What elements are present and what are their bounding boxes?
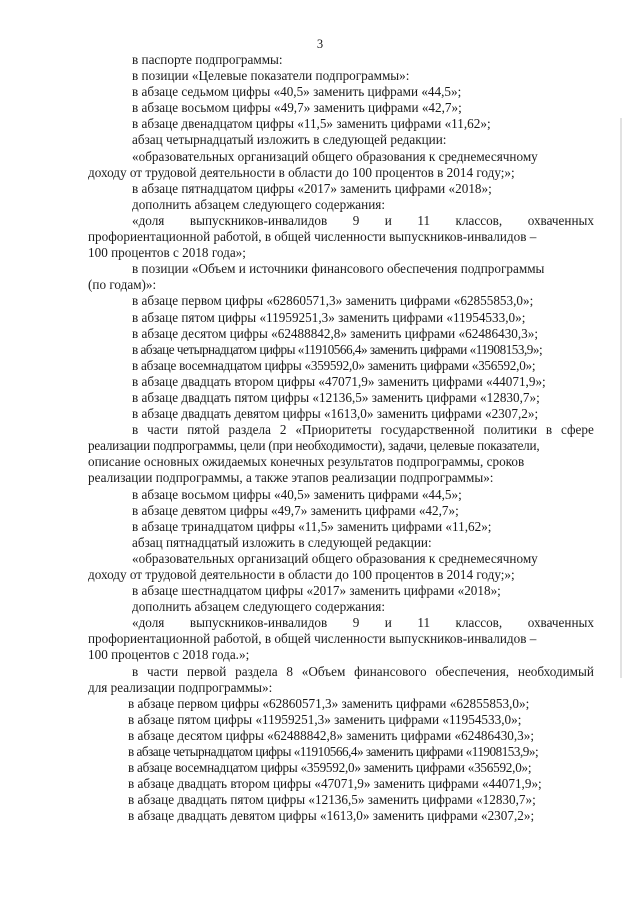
text-line: в абзаце четырнадцатом цифры «11910566,4» заменить цифрами «11908153,9»; (132, 341, 543, 357)
text-line: 100 процентов с 2018 года»; (88, 245, 246, 261)
text-line: в абзаце тринадцатом цифры «11,5» заменить цифрами «11,62»; (132, 518, 492, 534)
text-line: в абзаце девятом цифры «49,7» заменить цифрами «42,7»; (132, 502, 459, 518)
text-line: (по годам)»: (88, 277, 157, 293)
word: охваченных (527, 212, 594, 228)
text-line: дополнить абзацем следующего содержания: (132, 196, 386, 212)
text-line: в абзаце первом цифры «62860571,3» заменить цифрами «62855853,0»; (132, 293, 534, 309)
word: «доля (132, 615, 165, 631)
word: «Приоритеты (295, 422, 372, 438)
word: государственной (380, 422, 475, 438)
text-line: в абзаце восемнадцатом цифры «359592,0» заменить цифрами «356592,0»; (128, 760, 532, 776)
text-line: в абзаце двадцать втором цифры «47071,9» заменить цифрами «44071,9»; (132, 373, 546, 389)
text-line: в абзаце седьмом цифры «40,5» заменить цифрами «44,5»; (132, 84, 462, 100)
document-body (88, 52, 594, 825)
justified-line (88, 615, 594, 631)
word: части (147, 422, 179, 438)
text-line: в абзаце пятом цифры «11959251,3» заменить цифрами «11954533,0»; (132, 309, 526, 325)
justified-line (88, 213, 594, 229)
text-line: для реализации подпрограммы»: (88, 679, 273, 695)
word: сфере (561, 422, 594, 438)
word: выпускников-инвалидов (189, 615, 328, 631)
word: в (132, 422, 139, 438)
text-line: в абзаце двадцать втором цифры «47071,9» заменить цифрами «44071,9»; (128, 776, 542, 792)
text-line: абзац пятнадцатый изложить в следующей редакции: (132, 534, 432, 550)
text-line: в абзаце шестнадцатом цифры «2017» заменить цифрами «2018»; (132, 583, 501, 599)
word: и (384, 212, 392, 228)
text-line: «образовательных организаций общего образования к среднемесячному (132, 550, 538, 566)
word: финансового (354, 663, 427, 679)
text-line: в абзаце первом цифры «62860571,3» заменить цифрами «62855853,0»; (128, 695, 530, 711)
word: классов, (455, 212, 503, 228)
text-line: в абзаце восемнадцатом цифры «359592,0» заменить цифрами «356592,0»; (132, 357, 536, 373)
word: обеспечения, (435, 663, 510, 679)
word: политики (483, 422, 537, 438)
text-line: в паспорте подпрограммы: (132, 52, 283, 67)
word: «Объем (301, 663, 346, 679)
text-line: в абзаце двенадцатом цифры «11,5» заменить цифрами «11,62»; (132, 116, 491, 132)
text-line: в абзаце пятнадцатом цифры «2017» заменить цифрами «2018»; (132, 180, 492, 196)
word: «доля (132, 212, 165, 228)
word: охваченных (527, 615, 594, 631)
text-line: доходу от трудовой деятельности в области до 100 процентов в 2014 году;»; (88, 567, 515, 582)
text-line: профориентационной работой, в общей численности выпускников-инвалидов – (88, 631, 537, 647)
word: первой (187, 663, 227, 679)
justified-line (88, 664, 594, 680)
text-line: в абзаце двадцать девятом цифры «1613,0» заменить цифрами «2307,2»; (132, 406, 539, 422)
page-number: 3 (316, 37, 324, 51)
text-line: реализации подпрограммы, а также этапов реализации подпрограммы»: (88, 470, 494, 486)
text-line: доходу от трудовой деятельности в области до 100 процентов в 2014 году;»; (88, 164, 515, 180)
text-line: в абзаце десятом цифры «62488842,8» заменить цифрами «62486430,3»; (128, 727, 535, 743)
text-line: дополнить абзацем следующего содержания: (132, 599, 386, 615)
word: 8 (286, 663, 293, 679)
text-line: в абзаце восьмом цифры «40,5» заменить цифрами «44,5»; (132, 486, 462, 502)
text-line: в позиции «Целевые показатели подпрограммы»: (132, 68, 410, 84)
word: и (384, 615, 392, 631)
word: выпускников-инвалидов (189, 212, 328, 228)
word: 9 (352, 212, 360, 228)
text-line: в абзаце пятом цифры «11959251,3» заменить цифрами «11954533,0»; (128, 711, 522, 727)
text-line: «образовательных организаций общего образования к среднемесячному (132, 148, 538, 164)
word: классов, (455, 615, 503, 631)
text-line: реализации подпрограммы, цели (при необходимости), задачи, целевые показатели, (88, 438, 540, 454)
text-line: в абзаце двадцать пятом цифры «12136,5» заменить цифрами «12830,7»; (132, 389, 540, 405)
text-line: в абзаце десятом цифры «62488842,8» заменить цифрами «62486430,3»; (132, 325, 539, 341)
text-line: абзац четырнадцатый изложить в следующей редакции: (132, 132, 447, 148)
text-line: в абзаце восьмом цифры «49,7» заменить цифрами «42,7»; (132, 100, 462, 116)
word: 2 (279, 422, 287, 438)
word: в (545, 422, 553, 438)
text-line: в абзаце двадцать пятом цифры «12136,5» заменить цифрами «12830,7»; (128, 792, 536, 808)
text-line: в абзаце четырнадцатом цифры «11910566,4» заменить цифрами «11908153,9»; (128, 744, 539, 760)
word: раздела (228, 422, 271, 438)
scan-artifact (620, 118, 622, 678)
word: пятой (187, 422, 220, 438)
word: в (132, 663, 139, 679)
text-line: в абзаце двадцать девятом цифры «1613,0» заменить цифрами «2307,2»; (128, 808, 535, 824)
word: 11 (417, 212, 431, 228)
word: необходимый (517, 663, 594, 679)
text-line: профориентационной работой, в общей численности выпускников-инвалидов – (88, 229, 537, 245)
text-line: 100 процентов с 2018 года.»; (88, 647, 250, 663)
word: 11 (417, 615, 431, 631)
word: 9 (352, 615, 360, 631)
text-line: в позиции «Объем и источники финансового обеспечения подпрограммы (132, 261, 545, 277)
justified-line (88, 422, 594, 438)
text-line: описание основных ожидаемых конечных результатов подпрограммы, сроков (88, 454, 525, 470)
word: раздела (235, 663, 278, 679)
word: части (147, 663, 179, 679)
